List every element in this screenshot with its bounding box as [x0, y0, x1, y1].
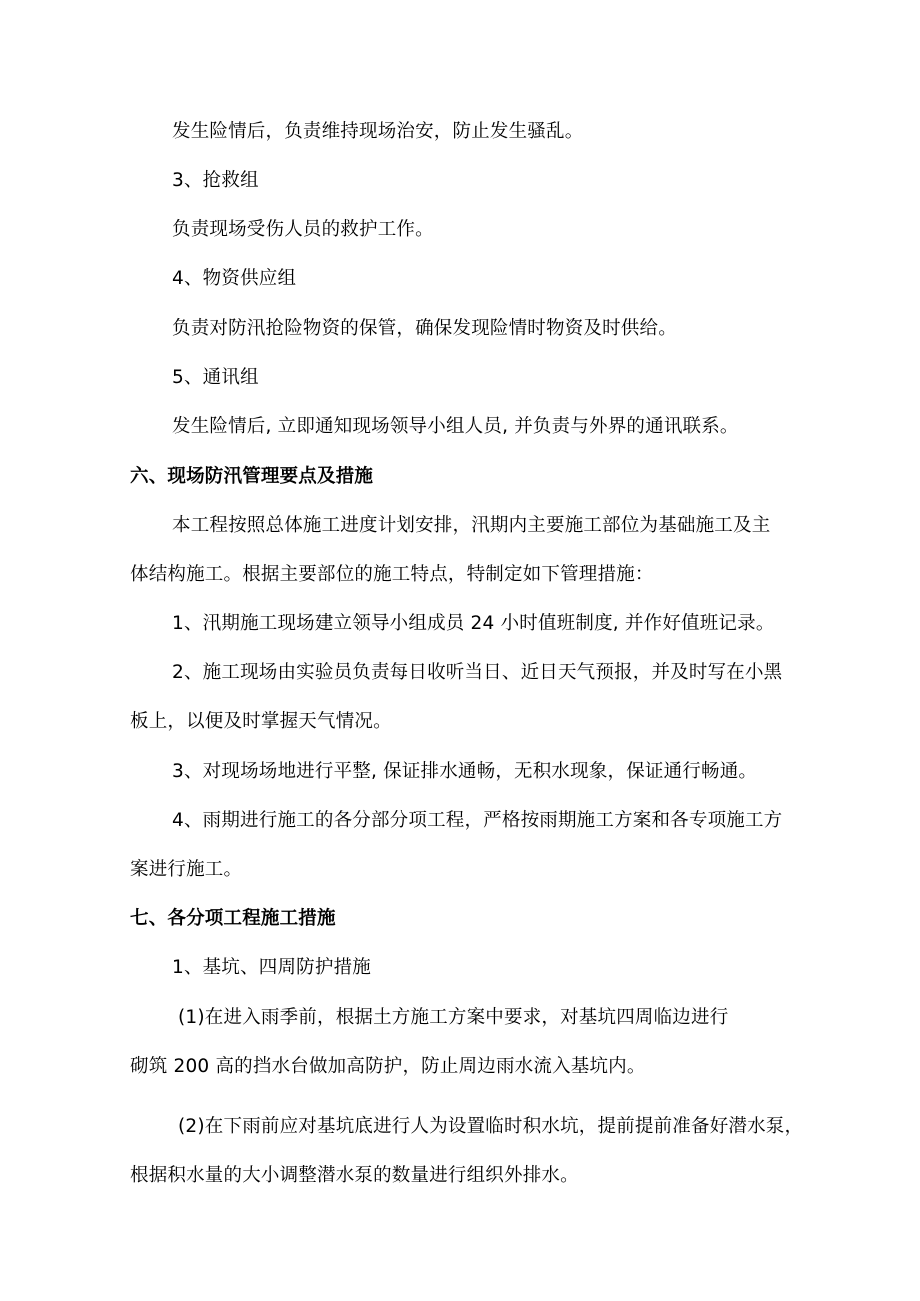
item-supply-group: 4、物资供应组 — [172, 268, 297, 289]
section-heading-six: 六、现场防汛管理要点及措施 — [130, 466, 374, 487]
measure-2-line-1: 2、施工现场由实验员负责每日收听当日、近日天气预报，并及时写在小黑 — [172, 662, 783, 683]
measure-4-line-1: 4、雨期进行施工的各分部分项工程，严格按雨期施工方案和各专项施工方 — [172, 810, 783, 831]
paragraph-communication-duty: 发生险情后, 立即通知现场领导小组人员, 并负责与外界的通讯联系。 — [172, 416, 739, 437]
paragraph-supply-duty: 负责对防汛抢险物资的保管，确保发现险情时物资及时供给。 — [172, 318, 677, 339]
item-foundation-pit-protection: 1、基坑、四周防护措施 — [172, 957, 371, 978]
item-rescue-group: 3、抢救组 — [172, 170, 259, 191]
measure-1: 1、汛期施工现场建立领导小组成员 24 小时值班制度, 并作好值班记录。 — [172, 613, 775, 634]
paragraph-intro-line-2: 体结构施工。根据主要部位的施工特点，特制定如下管理措施： — [130, 564, 654, 585]
subitem-2-line-1: (2)在下雨前应对基坑底进行人为设置临时积水坑，提前提前准备好潜水泵， — [178, 1116, 804, 1137]
item-communication-group: 5、通讯组 — [172, 367, 259, 388]
subitem-1-line-2: 砌筑 200 高的挡水台做加高防护，防止周边雨水流入基坑内。 — [130, 1056, 646, 1077]
paragraph-rescue-duty: 负责现场受伤人员的救护工作。 — [172, 219, 434, 240]
measure-2-line-2: 板上，以便及时掌握天气情况。 — [130, 711, 392, 732]
subitem-2-line-2: 根据积水量的大小调整潜水泵的数量进行组织外排水。 — [130, 1165, 579, 1186]
paragraph-security-duty: 发生险情后，负责维持现场治安，防止发生骚乱。 — [172, 121, 584, 142]
section-heading-seven: 七、各分项工程施工措施 — [130, 908, 336, 929]
paragraph-intro-line-1: 本工程按照总体施工进度计划安排，汛期内主要施工部位为基础施工及主 — [172, 515, 771, 536]
measure-3: 3、对现场场地进行平整, 保证排水通畅，无积水现象，保证通行畅通。 — [172, 761, 758, 782]
subitem-1-line-1: (1)在进入雨季前，根据土方施工方案中要求，对基坑四周临边进行 — [178, 1007, 729, 1028]
measure-4-line-2: 案进行施工。 — [130, 859, 243, 880]
